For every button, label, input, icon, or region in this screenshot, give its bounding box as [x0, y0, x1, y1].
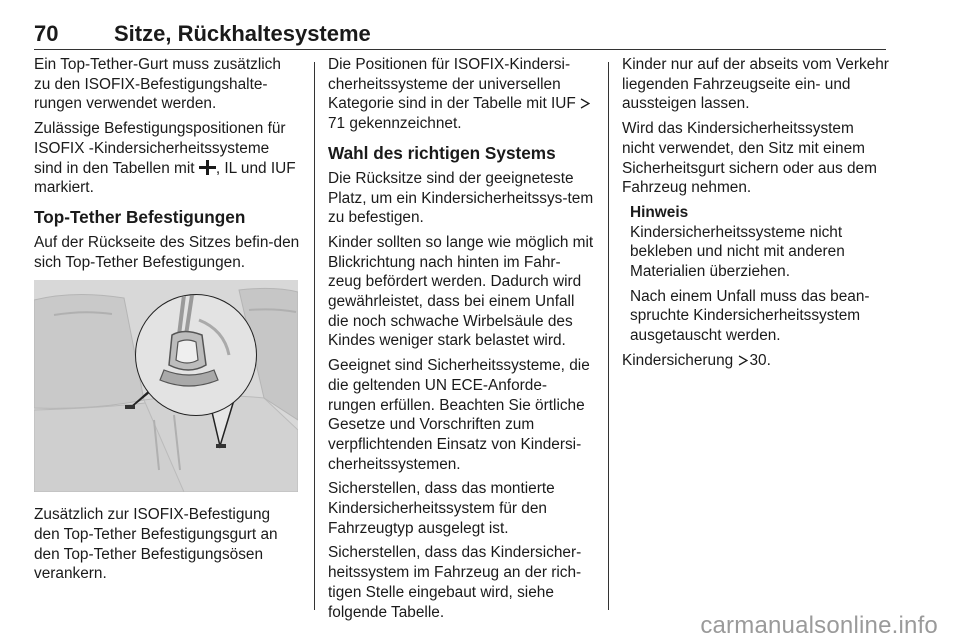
note-paragraph: Nach einem Unfall muss das bean-spruchte Kindersicherheitssystem ausgetauscht werden.	[630, 287, 870, 345]
paragraph: Sicherstellen, dass das montierte Kindersicherheitssystem für den Fahrzeugtyp ausgelegt ist.	[328, 480, 555, 537]
paragraph: Kinder nur auf der abseits vom Verkehr liegenden Fahrzeugseite ein- und aussteigen lassen.	[622, 56, 889, 113]
column-divider	[314, 62, 315, 610]
page-reference-arrow-icon	[738, 355, 748, 366]
section-heading: Wahl des richtigen Systems	[328, 142, 556, 163]
paragraph-text: Kindersicherung	[622, 351, 738, 369]
paragraph: Auf der Rückseite des Sitzes befin-den sich Top-Tether Befestigungen.	[34, 233, 300, 271]
column-divider	[608, 62, 609, 610]
paragraph-text: Die Positionen für ISOFIX-Kindersi-cherheitssysteme der universellen Kategorie sind in der Tabelle mit IUF	[328, 56, 581, 113]
note-box	[622, 203, 890, 346]
top-tether-anchor-illustration	[34, 280, 298, 492]
paragraph: Zusätzlich zur ISOFIX-Befestigung den Top-Tether Befestigungsgurt an den Top-Tether Befestigungsösen verankern.	[34, 506, 278, 583]
paragraph: Kinder sollten so lange wie möglich mit Blickrichtung nach hinten im Fahr-zeug befördert werden. Dadurch wird gewährleistet, dass bei einem Unfall die noch schwache Wirbelsäule des Kindes weniger stark belastet wird.	[328, 233, 594, 350]
paragraph-text: gekennzeichnet.	[345, 115, 462, 133]
page-reference-link[interactable]: 71	[328, 115, 346, 133]
column-3	[622, 55, 890, 376]
paragraph: Ein Top-Tether-Gurt muss zusätzlich zu den ISOFIX-Befestigungshalte-rungen verwendet werden.	[34, 56, 281, 113]
column-2	[328, 55, 594, 627]
note-paragraph: Kindersicherheitssysteme nicht bekleben und nicht mit anderen Materialien überziehen.	[630, 223, 845, 281]
paragraph	[328, 55, 594, 134]
watermark: carmanualsonline.info	[700, 612, 938, 639]
paragraph: Die Rücksitze sind der geeigneteste Platz, um ein Kindersicherheitssys-tem zu befestigen.	[328, 169, 594, 227]
isofix-cross-icon	[199, 160, 216, 175]
page-reference-link[interactable]: 30	[749, 351, 767, 369]
paragraph-text: , IL und IUF markiert.	[34, 159, 296, 197]
column-1	[34, 55, 300, 589]
paragraph-text: .	[766, 351, 771, 369]
paragraph	[34, 119, 300, 198]
paragraph	[622, 351, 890, 371]
section-heading: Top-Tether Befestigungen	[34, 206, 246, 227]
paragraph-text: Zulässige Befestigungspositionen für ISOFIX -Kindersicherheitssysteme sind in den Tabellen mit	[34, 120, 286, 177]
paragraph: Sicherstellen, dass das Kindersicher-heitssystem im Fahrzeug an der rich-tigen Stelle eingebaut wird, siehe folgende Tabelle.	[328, 544, 582, 621]
page-reference-arrow-icon	[580, 98, 590, 109]
page-title: Sitze, Rückhaltesysteme	[114, 21, 371, 46]
page-number: 70	[34, 21, 59, 46]
paragraph: Wird das Kindersicherheitssystem nicht verwendet, den Sitz mit einem Sicherheitsgurt sichern oder aus dem Fahrzeug nehmen.	[622, 120, 877, 197]
page-header	[34, 0, 886, 50]
paragraph: Geeignet sind Sicherheitssysteme, die die geltenden UN ECE-Anforde-rungen erfüllen. Beachten Sie örtliche Gesetze und Vorschriften zum verpflichtenden Einsatz von Kindersi-cherheitssystemen.	[328, 357, 590, 473]
note-title: Hinweis	[630, 203, 689, 221]
